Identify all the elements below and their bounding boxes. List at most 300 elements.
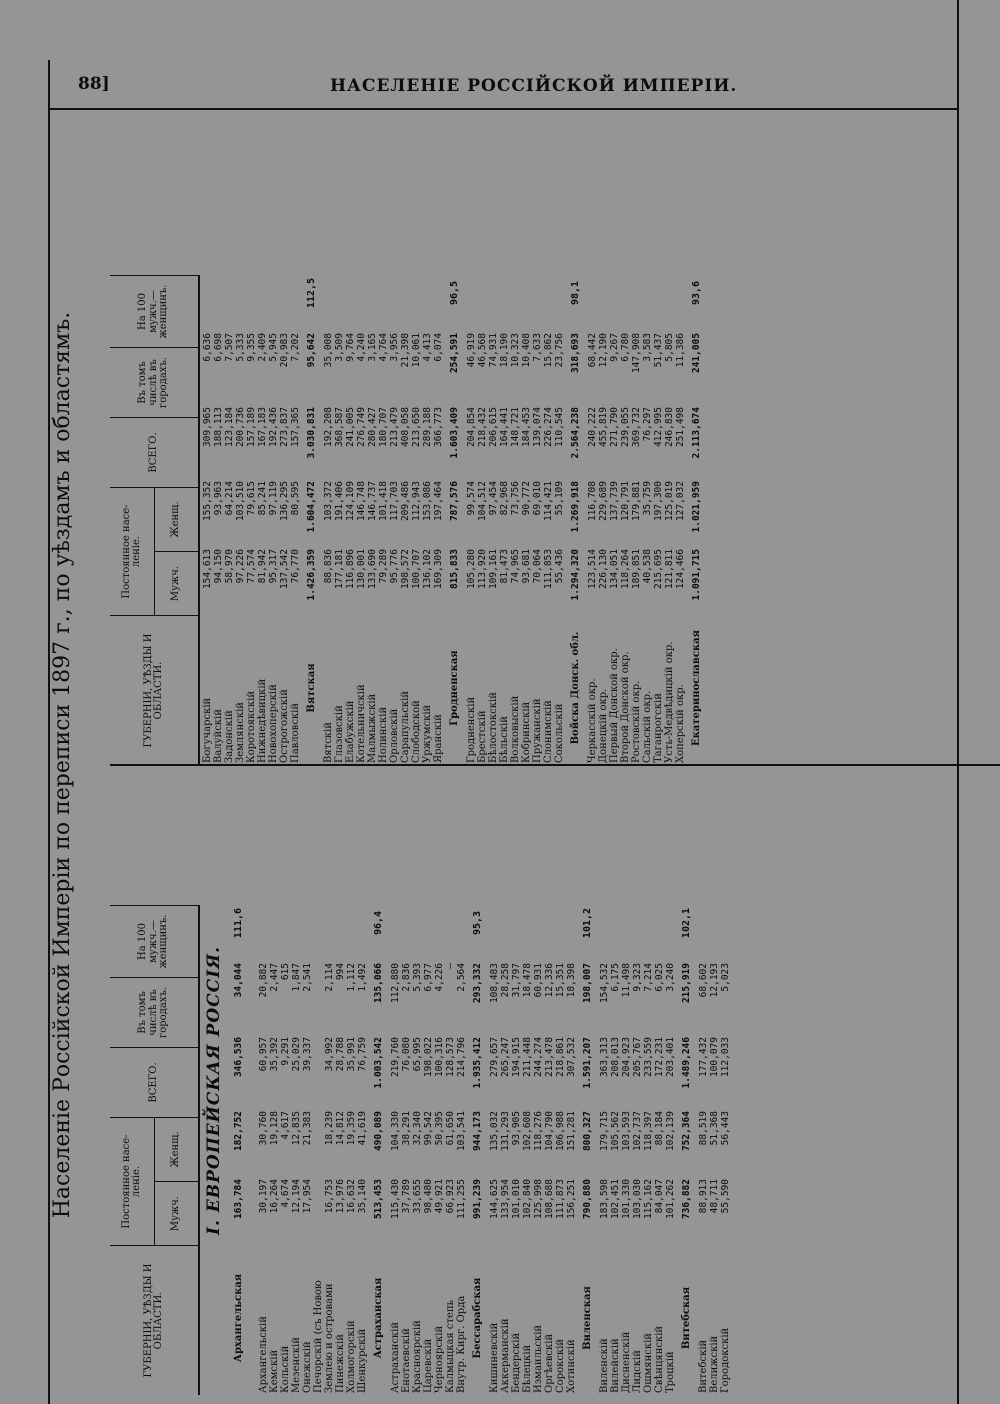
- col-total-header: ВСЕГО.: [110, 417, 200, 487]
- row-name: Волковыскій: [510, 695, 521, 763]
- total-cell: 65,995: [412, 1037, 423, 1072]
- table-row: [521, 135, 532, 765]
- male-cell: 111,853: [543, 549, 554, 590]
- towns-cell: 31,797: [511, 963, 522, 998]
- towns-cell: 18,478: [522, 963, 533, 998]
- ratio-cell: [499, 257, 510, 329]
- male-cell: 134,051: [609, 549, 620, 590]
- female-cell: 102,139: [665, 1111, 676, 1152]
- towns-cell: 28,258: [500, 963, 511, 998]
- total-cell: 239,055: [620, 407, 631, 448]
- towns-cell: 3,956: [389, 333, 400, 362]
- total-cell: 213,479: [389, 407, 400, 448]
- ratio-cell: 96,5: [449, 280, 460, 306]
- towns-cell: —: [445, 963, 456, 969]
- row-name: Пружанскій: [532, 698, 543, 763]
- towns-cell: 5,393: [412, 963, 423, 992]
- table-row: [466, 135, 477, 765]
- table-row: [631, 135, 642, 765]
- female-cell: 106,988: [555, 1111, 566, 1152]
- female-cell: 85,241: [257, 481, 268, 516]
- male-cell: 183,598: [599, 1179, 610, 1220]
- col-pop-header: Постоянное насе- леніе.: [110, 487, 155, 615]
- ratio-cell: [532, 257, 543, 329]
- male-cell: 101,330: [621, 1179, 632, 1220]
- female-cell: 88,519: [698, 1111, 709, 1146]
- female-cell: 1.269,918: [570, 481, 581, 533]
- female-cell: 103,593: [621, 1111, 632, 1152]
- towns-cell: 1,492: [357, 963, 368, 992]
- towns-cell: 95,642: [306, 333, 317, 368]
- table-row: [653, 135, 664, 765]
- ratio-cell: [445, 887, 456, 959]
- towns-cell: 1,847: [291, 963, 302, 992]
- towns-cell: 9,764: [345, 333, 356, 362]
- female-cell: 151,281: [566, 1111, 577, 1152]
- total-cell: 100,316: [434, 1037, 445, 1078]
- male-cell: 95,317: [268, 549, 279, 584]
- male-cell: 109,161: [488, 549, 499, 590]
- towns-cell: 12,190: [598, 333, 609, 368]
- table-row: [313, 765, 324, 1395]
- table-row: [422, 135, 433, 765]
- total-cell: 244,274: [533, 1037, 544, 1078]
- total-cell: 204,854: [466, 407, 477, 448]
- male-cell: 74,965: [510, 549, 521, 584]
- male-cell: 49,921: [434, 1179, 445, 1214]
- table-row: [202, 135, 213, 765]
- col-name-header: ГУБЕРНІИ, УѢЗДЫ И ОБЛАСТИ.: [110, 1245, 200, 1395]
- female-cell: 800,327: [582, 1111, 593, 1152]
- female-cell: 103,541: [456, 1111, 467, 1152]
- table-row: [269, 765, 280, 1395]
- ratio-cell: [555, 887, 566, 959]
- ratio-cell: [279, 257, 290, 329]
- female-cell: 197,464: [433, 481, 444, 522]
- table-row: [587, 135, 598, 765]
- towns-cell: 3,583: [642, 333, 653, 362]
- towns-cell: 46,568: [477, 333, 488, 368]
- province-total-row: [577, 765, 599, 1395]
- row-name: Землянскій: [235, 702, 246, 763]
- total-cell: 1.603,409: [449, 407, 460, 459]
- table-row: [642, 135, 653, 765]
- male-cell: 136,102: [422, 549, 433, 590]
- towns-cell: 5,333: [235, 333, 246, 362]
- table-row: [598, 135, 609, 765]
- female-cell: 50,395: [434, 1111, 445, 1146]
- towns-cell: 9,355: [246, 333, 257, 362]
- row-name: Брестскій: [477, 710, 488, 763]
- table-row: [499, 135, 510, 765]
- towns-cell: 2,114: [324, 963, 335, 992]
- towns-cell: 15,862: [543, 333, 554, 368]
- ratio-cell: [389, 257, 400, 329]
- total-cell: 184,453: [521, 407, 532, 448]
- total-cell: 200,736: [235, 407, 246, 448]
- table-row: [412, 765, 423, 1395]
- row-name: Задонскій: [224, 710, 235, 763]
- table-row: [334, 135, 345, 765]
- male-cell: 79,289: [378, 549, 389, 584]
- total-cell: 2.564,238: [570, 407, 581, 459]
- female-cell: 153,086: [422, 481, 433, 522]
- col-pop-header: Постоянное насе- леніе.: [110, 1117, 155, 1245]
- table-body: [202, 135, 708, 765]
- female-cell: 97,454: [488, 481, 499, 516]
- towns-cell: 51,437: [653, 333, 664, 368]
- ratio-cell: 96,4: [373, 910, 384, 936]
- total-cell: 205,767: [632, 1037, 643, 1078]
- total-cell: 39,337: [302, 1037, 313, 1072]
- table-row: [665, 765, 676, 1395]
- ratio-cell: [664, 257, 675, 329]
- female-cell: 32,340: [412, 1111, 423, 1146]
- row-name: Усть-Медвѣдицкій окр.: [664, 641, 675, 763]
- male-cell: [313, 1175, 324, 1243]
- row-name: Донецкій окр.: [598, 688, 609, 763]
- table-row: [323, 135, 334, 765]
- male-cell: 123,514: [587, 549, 598, 590]
- male-cell: 111,255: [456, 1179, 467, 1220]
- male-cell: 177,181: [334, 549, 345, 590]
- row-name: Шенкурскій: [357, 1328, 368, 1393]
- table-row: [335, 765, 346, 1395]
- female-cell: 19,359: [346, 1111, 357, 1146]
- female-cell: 51,368: [709, 1111, 720, 1146]
- row-name: Первый Донской окр.: [609, 648, 620, 763]
- towns-cell: 23,756: [554, 333, 565, 368]
- towns-cell: 112,880: [390, 963, 401, 1004]
- female-cell: 102,608: [522, 1111, 533, 1152]
- row-name: Богучарскій: [202, 697, 213, 763]
- male-cell: 513,453: [373, 1179, 384, 1220]
- table-row: [621, 765, 632, 1395]
- male-cell: 4,674: [280, 1179, 291, 1208]
- male-cell: 1.294,320: [570, 549, 581, 601]
- total-cell: 1.489,246: [681, 1037, 692, 1089]
- female-cell: 136,295: [279, 481, 290, 522]
- total-cell: 226,274: [543, 407, 554, 448]
- ratio-cell: [456, 887, 467, 959]
- ratio-cell: [500, 887, 511, 959]
- table-row: [620, 135, 631, 765]
- total-cell: 172,231: [654, 1037, 665, 1078]
- male-cell: 116,896: [345, 549, 356, 590]
- row-name: Гродненская: [449, 650, 460, 726]
- col-towns-header: Въ томъ числѣ въ городахъ.: [110, 977, 200, 1047]
- row-name: Уржумскій: [422, 704, 433, 763]
- page-number: 88]: [78, 74, 110, 94]
- row-name: Войска Донск. обл.: [570, 631, 581, 745]
- table-left-half: [110, 765, 1000, 1395]
- towns-cell: 10,061: [411, 333, 422, 368]
- female-cell: 55,109: [554, 481, 565, 516]
- male-cell: 48,711: [709, 1179, 720, 1214]
- ratio-cell: [566, 887, 577, 959]
- male-cell: 16,632: [346, 1179, 357, 1214]
- male-cell: 198,572: [400, 549, 411, 590]
- male-cell: 163,784: [233, 1179, 244, 1220]
- towns-cell: 12,193: [709, 963, 720, 998]
- female-cell: 97,119: [268, 481, 279, 516]
- total-cell: 60,957: [258, 1037, 269, 1072]
- towns-cell: 215,919: [681, 963, 692, 1004]
- male-cell: 124,466: [675, 549, 686, 590]
- row-name: Бѣлецкій: [522, 1344, 533, 1393]
- row-name: Екатеринославская: [691, 629, 702, 747]
- total-cell: 9,291: [280, 1037, 291, 1066]
- table-row: [643, 765, 654, 1395]
- female-cell: 127,032: [675, 481, 686, 522]
- female-cell: 117,703: [389, 481, 400, 522]
- male-cell: 105,280: [466, 549, 477, 590]
- row-name: Бендерскій: [511, 1332, 522, 1393]
- female-cell: 131,293: [500, 1111, 511, 1152]
- ratio-cell: [620, 257, 631, 329]
- total-cell: 246,830: [664, 407, 675, 448]
- total-cell: 35,392: [269, 1037, 280, 1072]
- male-cell: 16,264: [269, 1179, 280, 1214]
- table-body: [228, 765, 731, 1395]
- male-cell: 70,064: [532, 549, 543, 584]
- table-row: [477, 135, 488, 765]
- ratio-cell: [488, 257, 499, 329]
- ratio-cell: [235, 257, 246, 329]
- total-cell: 273,837: [279, 407, 290, 448]
- male-cell: 95,776: [389, 549, 400, 584]
- ratio-cell: [323, 257, 334, 329]
- row-name: Слонимскій: [543, 700, 554, 763]
- male-cell: 133,954: [500, 1179, 511, 1220]
- table-row: [698, 765, 709, 1395]
- total-cell: 3.030,831: [306, 407, 317, 459]
- total-cell: 204,923: [621, 1037, 632, 1078]
- male-cell: 137,542: [279, 549, 290, 590]
- row-name: Елабужскій: [345, 700, 356, 763]
- male-cell: 125,998: [533, 1179, 544, 1220]
- province-total-row: [467, 765, 489, 1395]
- col-female-header: Женщ.: [155, 487, 200, 551]
- row-name: Черноярскій: [434, 1325, 445, 1393]
- table-row: [291, 765, 302, 1395]
- female-cell: 4,617: [280, 1111, 291, 1140]
- table-row: [554, 135, 565, 765]
- female-cell: 209,486: [400, 481, 411, 522]
- table-row: [654, 765, 665, 1395]
- female-cell: 99,574: [466, 481, 477, 516]
- table-row: [279, 135, 290, 765]
- total-cell: 218,432: [477, 407, 488, 448]
- towns-cell: 11,498: [621, 963, 632, 998]
- male-cell: 17,954: [302, 1179, 313, 1214]
- ratio-cell: 102,1: [681, 907, 692, 939]
- female-cell: 197,300: [653, 481, 664, 522]
- female-cell: 104,512: [477, 481, 488, 522]
- table-row: [609, 135, 620, 765]
- province-total-row: [301, 135, 323, 765]
- total-cell: 251,498: [675, 407, 686, 448]
- ratio-cell: [675, 257, 686, 329]
- towns-cell: 2,541: [302, 963, 313, 992]
- row-name: Вятская: [306, 663, 317, 713]
- province-total-row: [565, 135, 587, 765]
- ratio-cell: [378, 257, 389, 329]
- table-row: [555, 765, 566, 1395]
- male-cell: 76,770: [290, 549, 301, 584]
- total-cell: 366,773: [433, 407, 444, 448]
- ratio-cell: 98,1: [570, 280, 581, 306]
- ratio-cell: [522, 887, 533, 959]
- ratio-cell: [423, 887, 434, 959]
- row-name: Аккерманскій: [500, 1318, 511, 1393]
- female-cell: 229,689: [598, 481, 609, 522]
- ratio-cell: [466, 257, 477, 329]
- ratio-cell: [477, 257, 488, 329]
- row-name: Архангельскій: [258, 1316, 269, 1393]
- row-name: Второй Донской окр.: [620, 651, 631, 763]
- female-cell: 101,418: [378, 481, 389, 522]
- row-name: Царевскій: [423, 1338, 434, 1393]
- table-row: [543, 135, 554, 765]
- male-cell: 102,451: [610, 1179, 621, 1220]
- towns-cell: 1,112: [346, 963, 357, 992]
- female-cell: 93,963: [213, 481, 224, 516]
- total-cell: 241,005: [345, 407, 356, 448]
- table-row: [257, 135, 268, 765]
- row-name: Лидскій: [632, 1350, 643, 1393]
- towns-cell: [313, 959, 324, 1033]
- female-cell: [313, 1107, 324, 1175]
- towns-cell: 6,780: [620, 333, 631, 362]
- total-cell: 208,013: [610, 1037, 621, 1078]
- table-row: [246, 135, 257, 765]
- male-cell: 88,913: [698, 1179, 709, 1214]
- ratio-cell: [654, 887, 665, 959]
- total-cell: 276,749: [356, 407, 367, 448]
- female-cell: 490,089: [373, 1111, 384, 1152]
- ratio-cell: [258, 887, 269, 959]
- row-spacer: [250, 765, 258, 1395]
- male-cell: 93,681: [521, 549, 532, 584]
- col-ratio-header: На 100 мужч.— женщинъ.: [110, 275, 200, 347]
- row-name: Городокскій: [720, 1327, 731, 1393]
- table-row: [500, 765, 511, 1395]
- female-cell: 118,397: [643, 1111, 654, 1152]
- table-row: [423, 765, 434, 1395]
- total-cell: 307,532: [566, 1037, 577, 1078]
- towns-cell: 5,945: [268, 333, 279, 362]
- table-row: [280, 765, 291, 1395]
- table-row: [510, 135, 521, 765]
- towns-cell: 7,633: [532, 333, 543, 362]
- towns-cell: 4,240: [356, 333, 367, 362]
- ratio-cell: [533, 887, 544, 959]
- total-cell: 408,058: [400, 407, 411, 448]
- female-cell: 103,510: [235, 481, 246, 522]
- total-cell: 368,587: [334, 407, 345, 448]
- male-cell: 30,197: [258, 1179, 269, 1214]
- row-name: Новохоперскій: [268, 684, 279, 763]
- row-name: Измаильскій: [533, 1324, 544, 1393]
- female-cell: 1.021,959: [691, 481, 702, 533]
- female-cell: 93,905: [511, 1111, 522, 1146]
- total-cell: 100,079: [709, 1037, 720, 1078]
- ratio-cell: [335, 887, 346, 959]
- towns-cell: 6,698: [213, 333, 224, 362]
- total-cell: 128,573: [445, 1037, 456, 1078]
- table-row: [302, 765, 313, 1395]
- male-cell: 169,309: [433, 549, 444, 590]
- row-name: Онежскій: [302, 1341, 313, 1393]
- female-cell: 135,032: [489, 1111, 500, 1152]
- female-cell: 103,372: [323, 481, 334, 522]
- towns-cell: 7,214: [643, 963, 654, 992]
- ratio-cell: [269, 887, 280, 959]
- female-cell: 102,737: [632, 1111, 643, 1152]
- total-cell: 76,297: [642, 407, 653, 442]
- table-row: [533, 765, 544, 1395]
- row-name: Вилейскій: [610, 1338, 621, 1393]
- towns-cell: 12,336: [544, 963, 555, 998]
- row-name: Вятскій: [323, 722, 334, 763]
- table-row: [532, 135, 543, 765]
- total-cell: 265,247: [500, 1037, 511, 1078]
- row-name: Архангельская: [233, 1273, 244, 1363]
- ratio-cell: [433, 257, 444, 329]
- female-cell: 179,881: [631, 481, 642, 522]
- male-cell: 815,833: [449, 549, 460, 590]
- table-row: [367, 135, 378, 765]
- ratio-cell: [434, 887, 445, 959]
- ratio-cell: [720, 887, 731, 959]
- male-cell: 113,920: [477, 549, 488, 590]
- male-cell: 98,480: [423, 1179, 434, 1214]
- towns-cell: 5,023: [720, 963, 731, 992]
- total-cell: 188,113: [213, 407, 224, 448]
- total-cell: 164,441: [499, 407, 510, 448]
- male-cell: 88,836: [323, 549, 334, 584]
- row-name: Котельничскій: [356, 684, 367, 763]
- table-row: [434, 765, 445, 1395]
- female-cell: 99,542: [423, 1111, 434, 1146]
- total-cell: 214,796: [456, 1037, 467, 1078]
- ratio-cell: 112,5: [306, 277, 317, 309]
- row-name: Витебская: [681, 1286, 692, 1350]
- male-cell: 37,789: [401, 1179, 412, 1214]
- towns-cell: 5,805: [664, 333, 675, 362]
- towns-cell: 9,323: [632, 963, 643, 992]
- male-cell: 118,264: [620, 549, 631, 590]
- male-cell: 154,613: [202, 549, 213, 590]
- row-name: Мезенскій: [291, 1337, 302, 1393]
- total-cell: 218,861: [555, 1037, 566, 1078]
- male-cell: 111,873: [555, 1179, 566, 1220]
- female-cell: 182,752: [233, 1111, 244, 1152]
- ratio-cell: [367, 257, 378, 329]
- total-cell: 123,184: [224, 407, 235, 448]
- male-cell: 40,538: [642, 549, 653, 584]
- province-total-row: [686, 135, 708, 765]
- female-cell: 112,943: [411, 481, 422, 522]
- male-cell: 33,655: [412, 1179, 423, 1214]
- ratio-cell: [390, 887, 401, 959]
- row-name: Хотинскій: [566, 1339, 577, 1393]
- towns-cell: 20,882: [258, 963, 269, 998]
- female-cell: 104,790: [544, 1111, 555, 1152]
- male-cell: 102,840: [522, 1179, 533, 1220]
- row-name: Валуйскій: [213, 709, 224, 763]
